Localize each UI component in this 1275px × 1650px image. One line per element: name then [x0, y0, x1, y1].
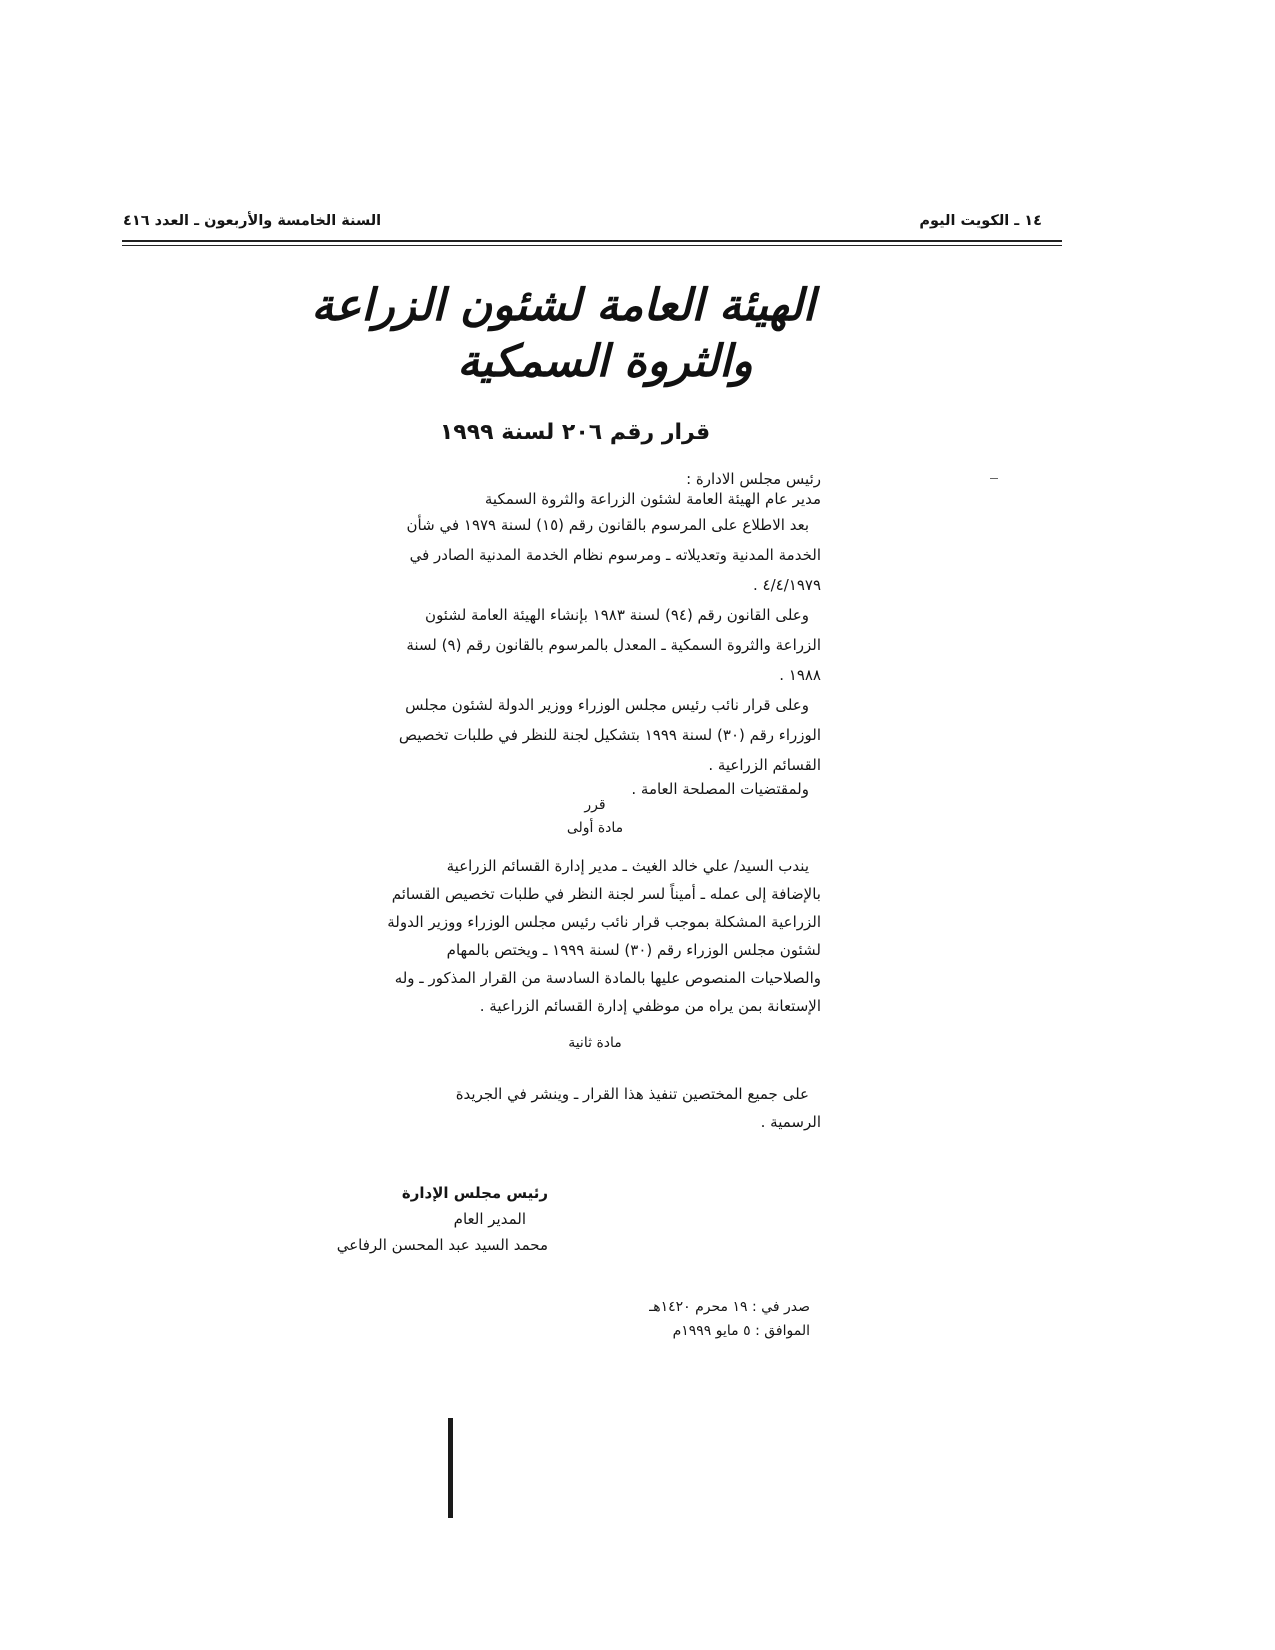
- signature-title-director: المدير العام: [453, 1210, 526, 1228]
- preamble-line: ولمقتضيات المصلحة العامة .: [631, 780, 809, 798]
- article-2-body: [356, 1080, 821, 1136]
- preamble-line: وعلى قرار نائب رئيس مجلس الوزراء ووزير الدولة لشئون مجلس: [405, 696, 809, 714]
- article-2-heading: مادة ثانية: [568, 1035, 622, 1051]
- preamble-line: الزراعة والثروة السمكية ـ المعدل بالمرسوم بالقانون رقم (٩) لسنة: [406, 636, 821, 654]
- issue-dates: [610, 1295, 810, 1343]
- decided-heading: قرر: [584, 797, 606, 813]
- signature-name: محمد السيد عبد المحسن الرفاعي: [336, 1236, 548, 1254]
- article-1-line: والصلاحيات المنصوص عليها بالمادة السادسة من القرار المذكور ـ وله: [394, 969, 821, 987]
- article-1-heading: مادة أولى: [566, 820, 624, 836]
- running-header-page-info: ١٤ ـ الكويت اليوم: [919, 213, 1042, 229]
- article-1-line: الزراعية المشكلة بموجب قرار نائب رئيس مجلس الوزراء ووزير الدولة: [387, 913, 821, 931]
- article-1-line: الإستعانة بمن يراه من موظفي إدارة القسائم الزراعية .: [479, 997, 821, 1015]
- article-2-line: الرسمية .: [760, 1113, 821, 1131]
- running-header-issue-info: السنة الخامسة والأربعون ـ العدد ٤١٦: [123, 213, 382, 229]
- scan-margin-mark: [990, 478, 998, 479]
- signature-block: [288, 1180, 548, 1258]
- preamble-line: القسائم الزراعية .: [708, 756, 821, 774]
- masthead-line-1: الهيئة العامة لشئون الزراعة: [311, 280, 815, 331]
- preamble-line: رئيس مجلس الادارة :: [686, 470, 821, 488]
- preamble-line: ١٩٨٨ .: [779, 666, 821, 684]
- preamble-line: ٤/٤/١٩٧٩ .: [753, 576, 821, 594]
- preamble-line: مدير عام الهيئة العامة لشئون الزراعة والثروة السمكية: [484, 490, 821, 508]
- article-2-line: على جميع المختصين تنفيذ هذا القرار ـ وينشر في الجريدة: [455, 1085, 809, 1103]
- preamble: [356, 464, 821, 804]
- header-rule-thick: [122, 240, 1062, 242]
- article-1-line: لشئون مجلس الوزراء رقم (٣٠) لسنة ١٩٩٩ ـ ويختص بالمهام: [446, 941, 821, 959]
- preamble-line: بعد الاطلاع على المرسوم بالقانون رقم (١٥) لسنة ١٩٧٩ في شأن: [406, 516, 809, 534]
- preamble-line: وعلى القانون رقم (٩٤) لسنة ١٩٨٣ بإنشاء الهيئة العامة لشئون: [425, 606, 809, 624]
- article-1-body: [356, 852, 821, 1020]
- gregorian-date: الموافق : ٥ مايو ١٩٩٩م: [672, 1323, 810, 1339]
- preamble-line: الوزراء رقم (٣٠) لسنة ١٩٩٩ بتشكيل لجنة للنظر في طلبات تخصيص: [398, 726, 821, 744]
- article-1-line: بالإضافة إلى عمله ـ أميناً لسر لجنة النظر في طلبات تخصيص القسائم: [391, 885, 821, 903]
- decree-title: قرار رقم ٢٠٦ لسنة ١٩٩٩: [439, 420, 711, 445]
- article-1-line: يندب السيد/ علي خالد الغيث ـ مدير إدارة القسائم الزراعية: [446, 857, 809, 875]
- preamble-line: الخدمة المدنية وتعديلاته ـ ومرسوم نظام الخدمة المدنية الصادر في: [409, 546, 821, 564]
- masthead-line-2: والثروة السمكية: [457, 336, 753, 387]
- scan-margin-bar: [448, 1418, 453, 1518]
- hijri-date: صدر في : ١٩ محرم ١٤٢٠هـ: [649, 1299, 810, 1315]
- signature-title-chairman: رئيس مجلس الإدارة: [401, 1184, 548, 1202]
- header-rule-thin: [122, 245, 1062, 246]
